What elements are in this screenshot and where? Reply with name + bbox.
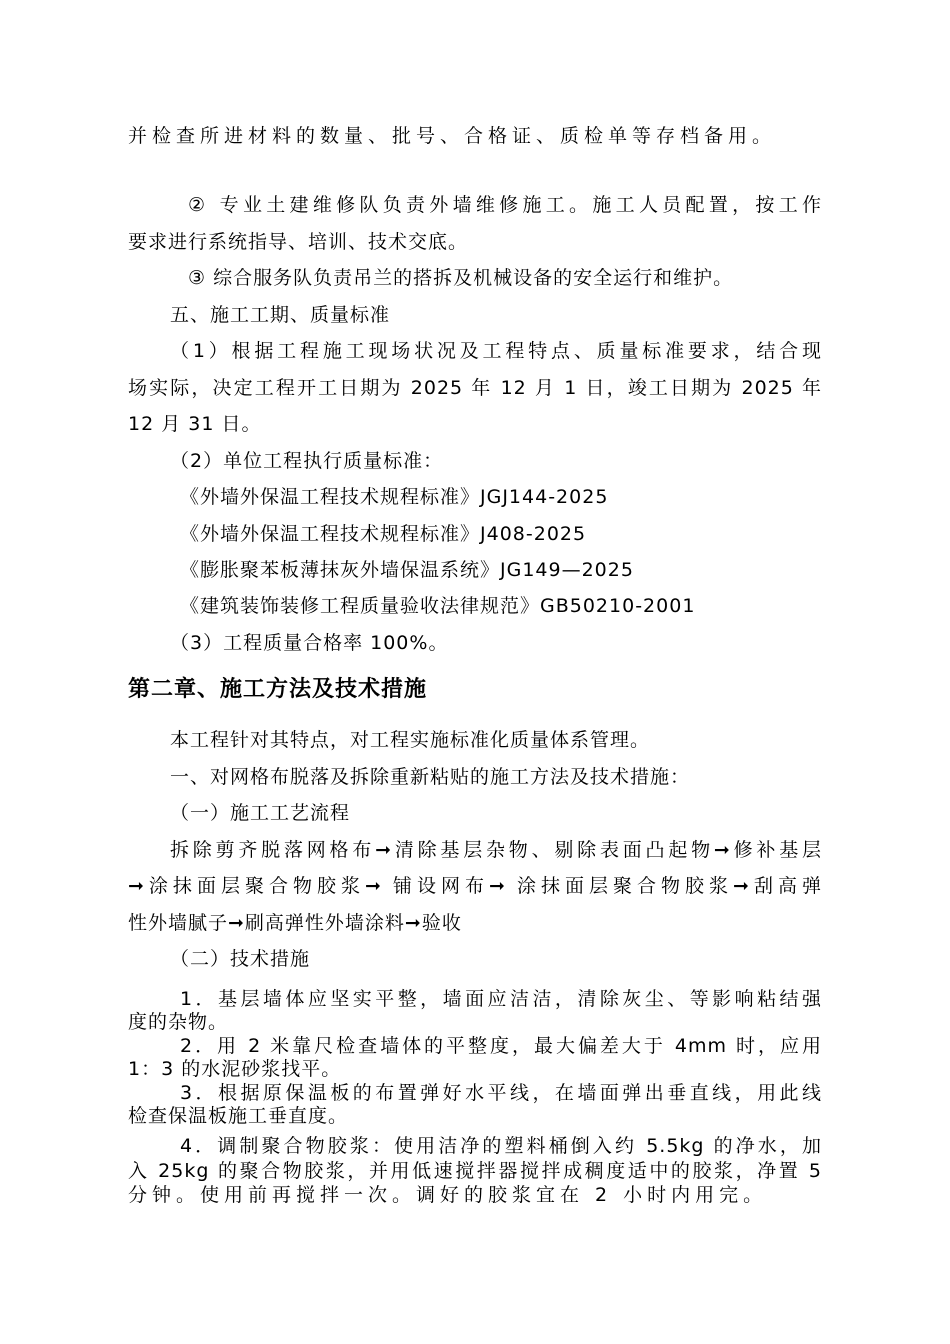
measure-line: 3．根据原保温板的布置弹好水平线，在墙面弹出垂直线，用此线 — [180, 1082, 822, 1104]
paragraph-line: 场实际，决定工程开工日期为 2025 年 12 月 1 日，竣工日期为 2025 年 — [128, 377, 822, 399]
measure-line: 入 25kg 的聚合物胶浆，并用低速搅拌器搅拌成稠度适中的胶浆，净置 5 — [128, 1160, 822, 1182]
process-flow-line: ➞涂抹面层聚合物胶浆➞ 铺设网布➞ 涂抹面层聚合物胶浆➞刮高弹 — [128, 875, 822, 897]
paragraph-line: （2）单位工程执行质量标准： — [170, 450, 444, 472]
measure-line: 1：3 的水泥砂浆找平。 — [128, 1058, 342, 1080]
standard-item: 《外墙外保温工程技术规程标准》JGJ144-2025 — [180, 486, 609, 508]
paragraph-line: 并检查所进材料的数量、批号、合格证、质检单等存档备用。 — [128, 125, 777, 147]
paragraph-line: （1）根据工程施工现场状况及工程特点、质量标准要求，结合现 — [170, 340, 822, 362]
paragraph-line: 本工程针对其特点，对工程实施标准化质量体系管理。 — [170, 729, 651, 751]
subsection-heading: （二）技术措施 — [170, 948, 311, 970]
standard-item: 《膨胀聚苯板薄抹灰外墙保温系统》JG149—2025 — [180, 559, 634, 581]
subsection-heading: （一）施工工艺流程 — [170, 802, 351, 824]
chapter-title: 第二章、施工方法及技术措施 — [128, 677, 428, 702]
paragraph-line: ② 专业土建维修队负责外墙维修施工。施工人员配置，按工作 — [188, 194, 822, 216]
section-heading: 五、施工工期、质量标准 — [170, 304, 391, 326]
section-heading: 一、对网格布脱落及拆除重新粘贴的施工方法及技术措施： — [170, 766, 691, 788]
measure-line: 度的杂物。 — [128, 1011, 229, 1033]
paragraph-line: 12 月 31 日。 — [128, 413, 262, 435]
measure-line: 1．基层墙体应坚实平整，墙面应洁洁，清除灰尘、等影响粘结强 — [180, 988, 822, 1010]
measure-line: 2．用 2 米靠尺检查墙体的平整度，最大偏差大于 4mm 时，应用 — [180, 1035, 822, 1057]
process-flow-line: 性外墙腻子➞刷高弹性外墙涂料➞验收 — [128, 912, 462, 934]
paragraph-line: 要求进行系统指导、培训、技术交底。 — [128, 231, 469, 253]
paragraph-line: ③ 综合服务队负责吊兰的搭拆及机械设备的安全运行和维护。 — [188, 267, 734, 289]
measure-line: 分钟。使用前再搅拌一次。调好的胶浆宜在 2 小时内用完。 — [128, 1184, 768, 1206]
standard-item: 《建筑装饰装修工程质量验收法律规范》GB50210-2001 — [180, 595, 696, 617]
process-flow-line: 拆除剪齐脱落网格布➞清除基层杂物、剔除表面凸起物➞修补基层 — [170, 839, 822, 861]
measure-line: 4．调制聚合物胶浆：使用洁净的塑料桶倒入约 5.5kg 的净水，加 — [180, 1135, 822, 1157]
paragraph-line: （3）工程质量合格率 100%。 — [170, 632, 449, 654]
standard-item: 《外墙外保温工程技术规程标准》J408-2025 — [180, 523, 587, 545]
measure-line: 检查保温板施工垂直度。 — [128, 1105, 349, 1127]
